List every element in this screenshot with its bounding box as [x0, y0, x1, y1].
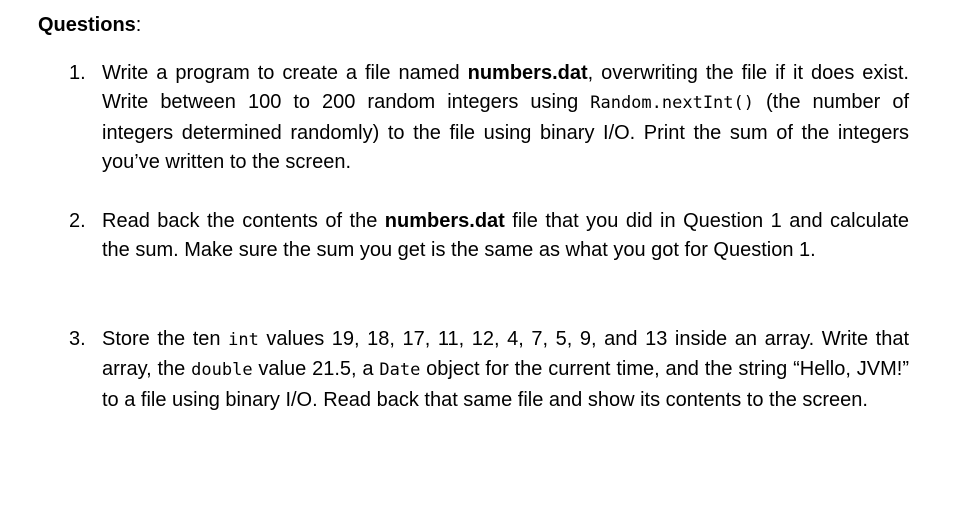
questions-heading [38, 12, 141, 38]
question-1 [69, 59, 909, 177]
q3-text-part-1: Store the ten [102, 328, 229, 350]
q3-code-double: double [191, 360, 253, 381]
q3-text-part-3: value 21.5, a [252, 358, 380, 381]
q3-text-part-2: values 19, 18, 17, 11, 12, 4, 7, 5, 9, and 13 inside an array. Write that array, the [102, 328, 910, 381]
q2-filename: numbers.dat [384, 210, 505, 232]
question-2-text [102, 207, 909, 266]
question-3 [69, 325, 909, 415]
q1-text-part-3: (the number of integers determined randomly) to the file using binary I/O. Print the sum of the integers you’ve written to the screen. [102, 91, 910, 173]
q2-text-part-2: file that you did in Question 1 and calculate the sum. Make sure the sum you get is the same as what you got for Question 1. [102, 210, 909, 262]
question-2 [69, 207, 909, 266]
question-1-number: 1. [69, 62, 86, 84]
q1-text-part-2: , overwriting the file if it does exist. Write between 100 to 200 random integers using [102, 62, 909, 114]
question-3-number: 3. [69, 328, 86, 350]
q1-code-random-nextint: Random.nextInt() [590, 93, 754, 114]
q3-code-int: int [228, 330, 259, 350]
heading-text: Questions [38, 14, 136, 36]
q3-text-part-4: object for the current time, and the string “Hello, JVM!” to a file using binary I/O. Read back that same file and show its contents to the screen. [102, 358, 909, 411]
heading-colon: : [135, 14, 142, 36]
q2-text-part-1: Read back the contents of the [102, 210, 385, 232]
q1-text-part-1: Write a program to create a file named [102, 62, 468, 84]
q3-code-date: Date [379, 360, 421, 381]
question-3-text [102, 325, 909, 415]
question-2-number: 2. [69, 210, 86, 232]
question-1-text [102, 59, 909, 177]
q1-filename: numbers.dat [467, 62, 588, 84]
